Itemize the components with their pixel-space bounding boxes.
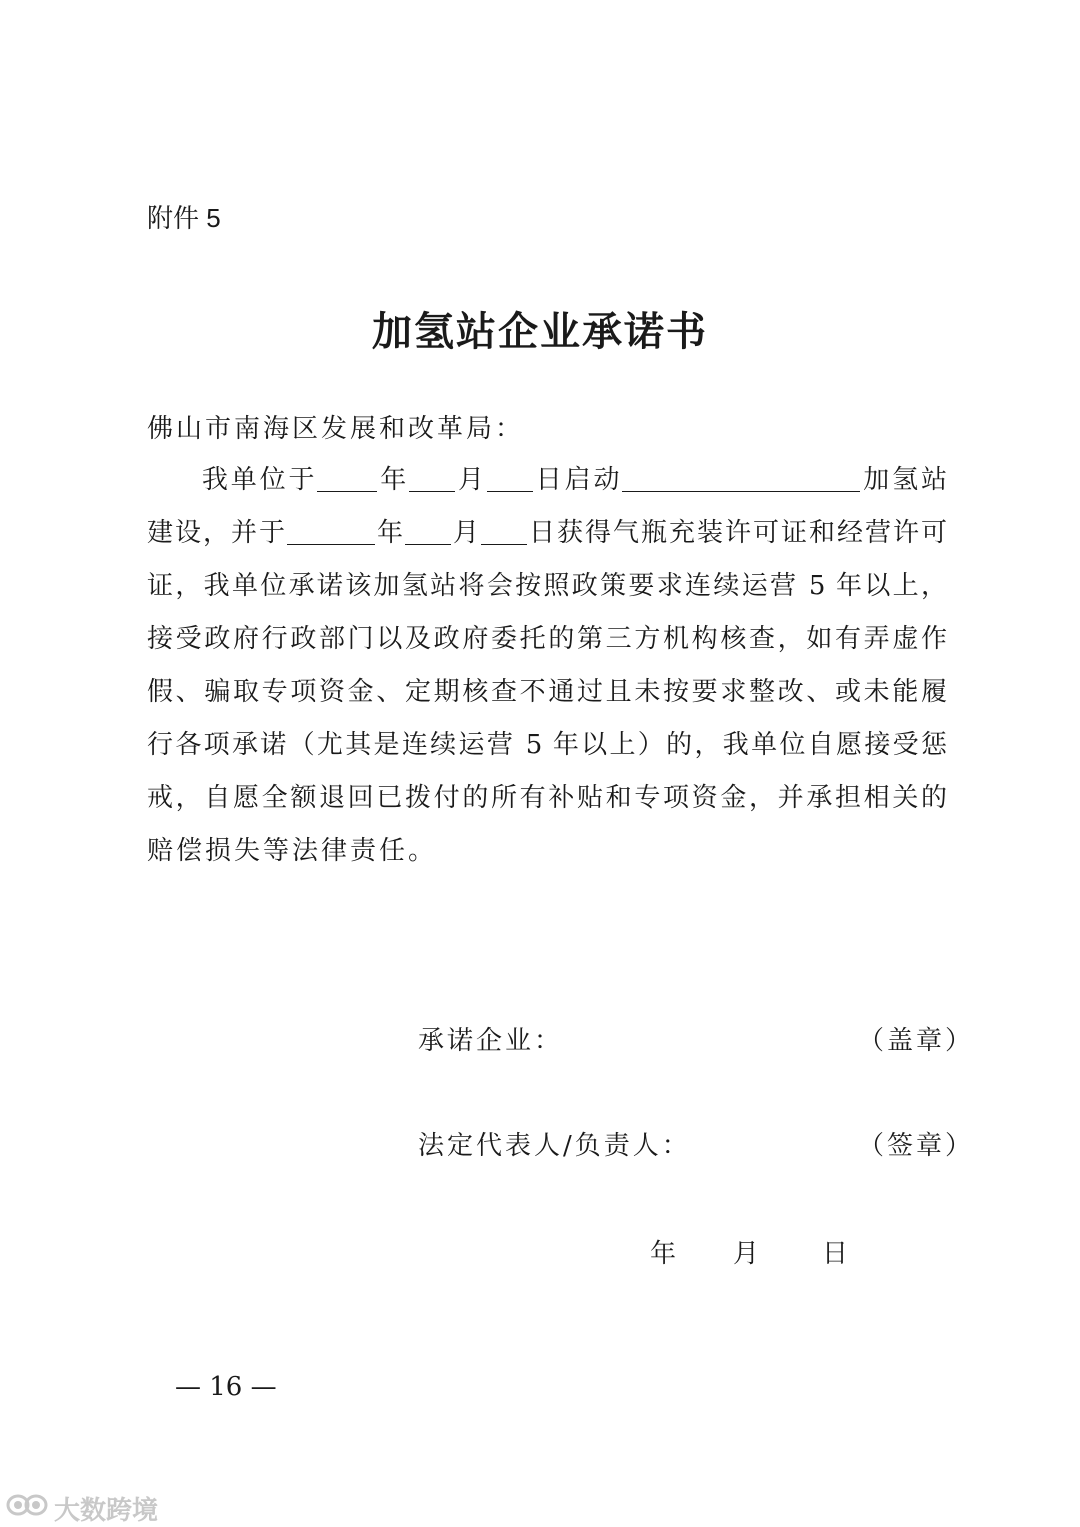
body-text: 加氢站 (860, 465, 947, 495)
page-number: — 16 — (175, 1372, 277, 1402)
body-text: 建设，并于 (147, 518, 287, 548)
blank-day (487, 465, 533, 492)
body-line-3: 证，我单位承诺该加氢站将会按照政策要求连续运营 5 年以上， (147, 571, 947, 601)
blank-month (405, 518, 451, 545)
blank-station-name (622, 465, 860, 492)
blank-year (287, 518, 375, 545)
date-year: 年 (650, 1239, 677, 1269)
body-text: 年 (377, 465, 410, 495)
blank-day (481, 518, 527, 545)
body-line-1 (147, 462, 947, 498)
document-title: 加氢站企业承诺书 (372, 308, 708, 355)
watermark-text: 大数跨境 (54, 1496, 159, 1526)
body-line-4: 接受政府行政部门以及政府委托的第三方机构核查，如有弄虚作 (147, 624, 947, 654)
representative-label: 法定代表人/负责人： (418, 1131, 691, 1161)
watermark (6, 1490, 158, 1527)
body-line-8: 赔偿损失等法律责任。 (147, 836, 438, 866)
body-text: 日获得气瓶充装许可证和经营许可 (527, 518, 947, 548)
body-text: 日启动 (532, 465, 623, 495)
body-line-6: 行各项承诺（尤其是连续运营 5 年以上）的，我单位自愿接受惩 (147, 730, 947, 760)
body-text: 年 (375, 518, 405, 548)
date-day: 日 (822, 1239, 849, 1269)
body-line-5: 假、骗取专项资金、定期核查不通过且未按要求整改、或未能履 (147, 677, 947, 707)
addressee: 佛山市南海区发展和改革局： (147, 414, 525, 444)
date-month: 月 (733, 1239, 760, 1269)
body-text: 我单位于 (199, 465, 318, 495)
blank-month (409, 465, 455, 492)
attachment-label: 附件 5 (147, 203, 221, 233)
body-text: 月 (455, 465, 487, 495)
company-label: 承诺企业： (418, 1026, 564, 1056)
body-line-7: 戒，自愿全额退回已拨付的所有补贴和专项资金，并承担相关的 (147, 783, 947, 813)
representative-stamp: （签章） (858, 1131, 975, 1161)
eye-logo-icon (6, 1493, 48, 1524)
body-line-2 (147, 515, 947, 551)
blank-year (317, 465, 377, 492)
body-text: 月 (451, 518, 481, 548)
company-stamp: （盖章） (858, 1026, 975, 1056)
